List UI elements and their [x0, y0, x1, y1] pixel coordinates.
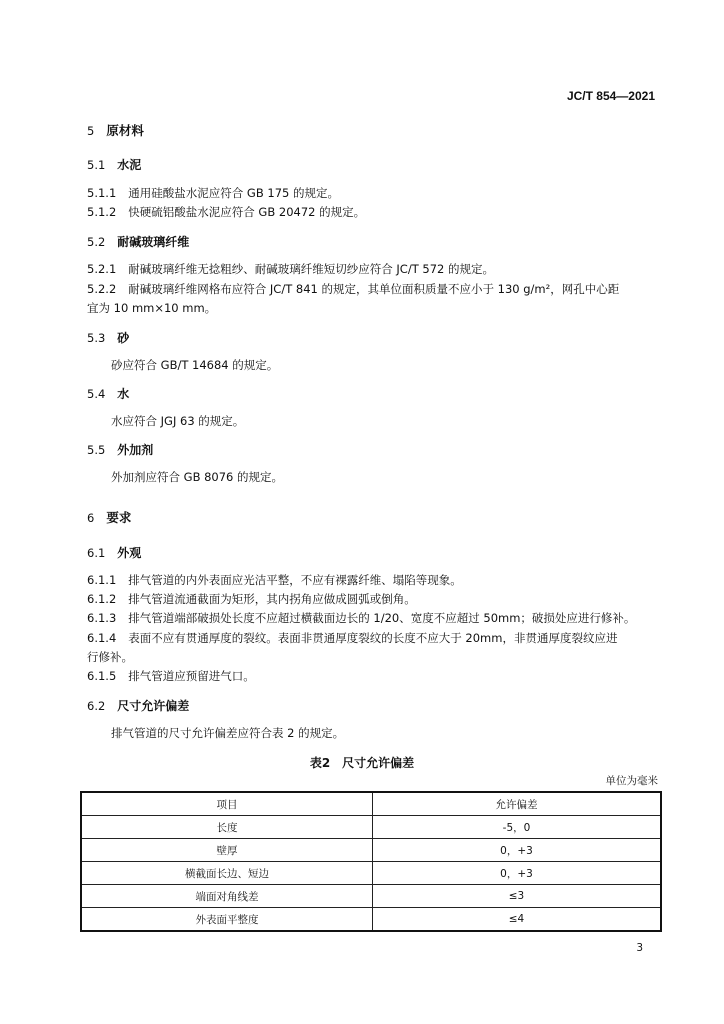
section-5-2-heading	[87, 233, 189, 250]
clause-6-1-4-continuation: 行修补。	[87, 650, 133, 664]
section-title: 耐碱玻璃纤维	[117, 235, 190, 249]
section-number: 5.3	[87, 331, 106, 345]
section-5-5-text: 外加剂应符合 GB 8076 的规定。	[111, 470, 284, 484]
section-5-1-heading	[87, 156, 141, 173]
clause-text: 排气管道流通截面为矩形，其内拐角应做成圆弧或倒角。	[128, 592, 416, 606]
section-title: 尺寸允许偏差	[117, 699, 190, 713]
dimension-tolerance-table	[80, 791, 662, 932]
clause-6-1-2	[87, 589, 416, 609]
section-title: 原材料	[106, 123, 144, 138]
section-title: 水	[117, 387, 130, 401]
table-row	[81, 908, 661, 932]
section-number: 5	[87, 124, 95, 138]
clause-text: 排气管道端部破损处长度不应超过横截面边长的 1/20、宽度不应超过 50mm；破损处应进行修补。	[128, 611, 636, 625]
section-5-3-text: 砂应符合 GB/T 14684 的规定。	[111, 358, 279, 372]
table-cell: ≤4	[373, 908, 662, 932]
section-number: 6.2	[87, 699, 106, 713]
table-cell: 端面对角线差	[81, 885, 373, 908]
section-number: 5.1	[87, 158, 106, 172]
clause-number: 6.1.5	[87, 669, 117, 683]
clause-6-1-1	[87, 570, 462, 590]
clause-text: 表面不应有贯通厚度的裂纹。表面非贯通厚度裂纹的长度不应大于 20mm，非贯通厚度裂纹应进	[128, 631, 618, 645]
clause-6-1-5	[87, 666, 255, 686]
table-cell: 0，+3	[373, 862, 662, 885]
section-title: 水泥	[117, 158, 142, 172]
clause-6-1-4	[87, 628, 617, 648]
clause-text: 快硬硫铝酸盐水泥应符合 GB 20472 的规定。	[128, 205, 366, 219]
clause-5-1-2	[87, 202, 365, 222]
table-header-row	[81, 792, 661, 816]
section-number: 6.1	[87, 546, 106, 560]
clause-5-1-1	[87, 183, 339, 203]
table-cell: -5，0	[373, 816, 662, 839]
table-row	[81, 839, 661, 862]
page-number: 3	[636, 942, 643, 954]
table-cell: 0，+3	[373, 839, 662, 862]
clause-number: 6.1.2	[87, 592, 117, 606]
section-6-2-text: 排气管道的尺寸允许偏差应符合表 2 的规定。	[111, 726, 345, 740]
section-title: 外观	[117, 546, 142, 560]
clause-5-2-2-continuation: 宜为 10 mm×10 mm。	[87, 301, 217, 315]
section-number: 6	[87, 511, 95, 525]
clause-text: 排气管道应预留进气口。	[128, 669, 255, 683]
section-6-1-heading	[87, 544, 141, 561]
clause-text: 耐碱玻璃纤维无捻粗纱、耐碱玻璃纤维短切纱应符合 JC/T 572 的规定。	[128, 262, 494, 276]
table-row	[81, 862, 661, 885]
clause-number: 5.1.1	[87, 186, 117, 200]
section-title: 外加剂	[117, 443, 154, 457]
table-caption: 表2 尺寸允许偏差	[309, 756, 415, 770]
table-row	[81, 816, 661, 839]
clause-number: 5.2.1	[87, 262, 117, 276]
table-cell: 长度	[81, 816, 373, 839]
table-cell: 横截面长边、短边	[81, 862, 373, 885]
clause-number: 5.1.2	[87, 205, 117, 219]
section-5-heading	[87, 121, 144, 139]
section-title: 砂	[117, 331, 130, 345]
clause-number: 5.2.2	[87, 282, 117, 296]
table-cell: ≤3	[373, 885, 662, 908]
table-cell: 外表面平整度	[81, 908, 373, 932]
section-5-3-heading	[87, 329, 129, 346]
clause-text: 排气管道的内外表面应光洁平整，不应有裸露纤维、塌陷等现象。	[128, 573, 462, 587]
table-row	[81, 885, 661, 908]
clause-number: 6.1.4	[87, 631, 117, 645]
clause-number: 6.1.3	[87, 611, 117, 625]
table-header-cell: 项目	[81, 792, 373, 816]
section-number: 5.5	[87, 443, 106, 457]
table-unit-note: 单位为毫米	[605, 775, 658, 787]
clause-6-1-3	[87, 608, 635, 628]
document-code: JC/T 854—2021	[566, 89, 655, 103]
table-header-cell: 允许偏差	[373, 792, 662, 816]
section-6-heading	[87, 508, 131, 526]
clause-number: 6.1.1	[87, 573, 117, 587]
table-cell: 壁厚	[81, 839, 373, 862]
clause-5-2-1	[87, 259, 494, 279]
section-6-2-heading	[87, 697, 189, 714]
clause-5-2-2	[87, 279, 619, 299]
section-title: 要求	[106, 510, 132, 525]
section-5-4-heading	[87, 385, 129, 402]
section-5-5-heading	[87, 441, 153, 458]
clause-text: 通用硅酸盐水泥应符合 GB 175 的规定。	[128, 186, 339, 200]
section-number: 5.2	[87, 235, 106, 249]
section-5-4-text: 水应符合 JGJ 63 的规定。	[111, 414, 245, 428]
clause-text: 耐碱玻璃纤维网格布应符合 JC/T 841 的规定，其单位面积质量不应小于 130 g/m²，网孔中心距	[128, 282, 620, 296]
section-number: 5.4	[87, 387, 106, 401]
